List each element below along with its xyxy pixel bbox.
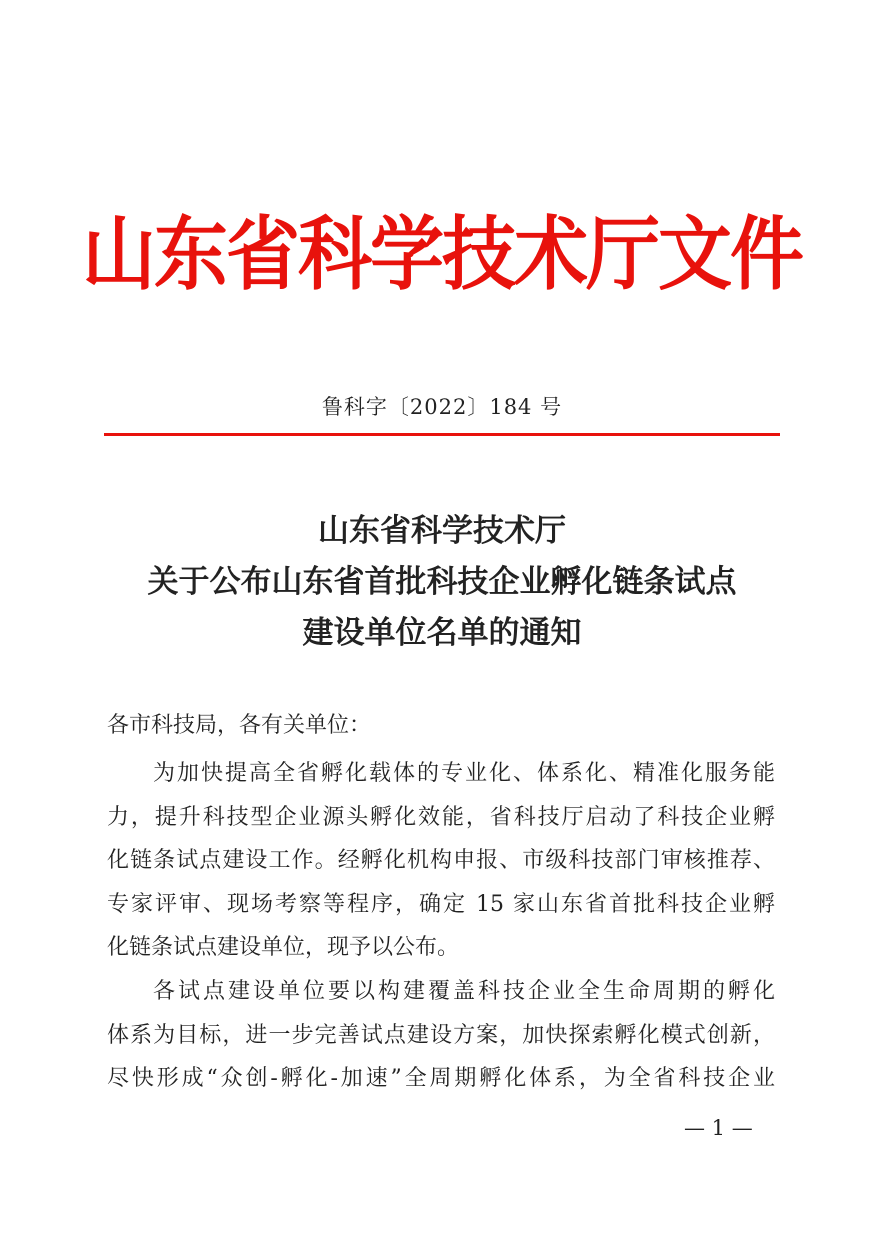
paragraph-line: 各试点建设单位要以构建覆盖科技企业全生命周期的孵化 [153,979,775,1004]
body-paragraph [107,752,775,970]
paragraph-line: 尽快形成“众创-孵化-加速”全周期孵化体系，为全省科技企业 [107,1066,775,1091]
page-number: — 1 — [684,1116,753,1140]
salutation: 各市科技局，各有关单位： [107,713,372,738]
paragraph-line: 专家评审、现场考察等程序，确定 15 家山东省首批科技企业孵 [107,891,775,917]
body-paragraph [107,970,775,1101]
paragraph-line: 为加快提高全省孵化载体的专业化、体系化、精准化服务能 [153,761,775,786]
paragraph-line: 力，提升科技型企业源头孵化效能，省科技厅启动了科技企业孵 [107,804,775,830]
notice-title-line: 山东省科学技术厅 [318,513,566,549]
paragraph-line: 化链条试点建设单位，现予以公布。 [107,935,460,960]
red-divider-line [104,433,780,436]
document-number: 鲁科字〔2022〕184 号 [321,395,563,419]
notice-title-line: 关于公布山东省首批科技企业孵化链条试点 [147,564,737,600]
document-header-title: 山东省科学技术厅文件 [82,208,802,302]
paragraph-line: 化链条试点建设工作。经孵化机构申报、市级科技部门审核推荐、 [107,848,775,873]
paragraph-line: 体系为目标，进一步完善试点建设方案，加快探索孵化模式创新， [107,1022,775,1048]
notice-title [0,506,884,659]
notice-title-line: 建设单位名单的通知 [302,615,582,651]
